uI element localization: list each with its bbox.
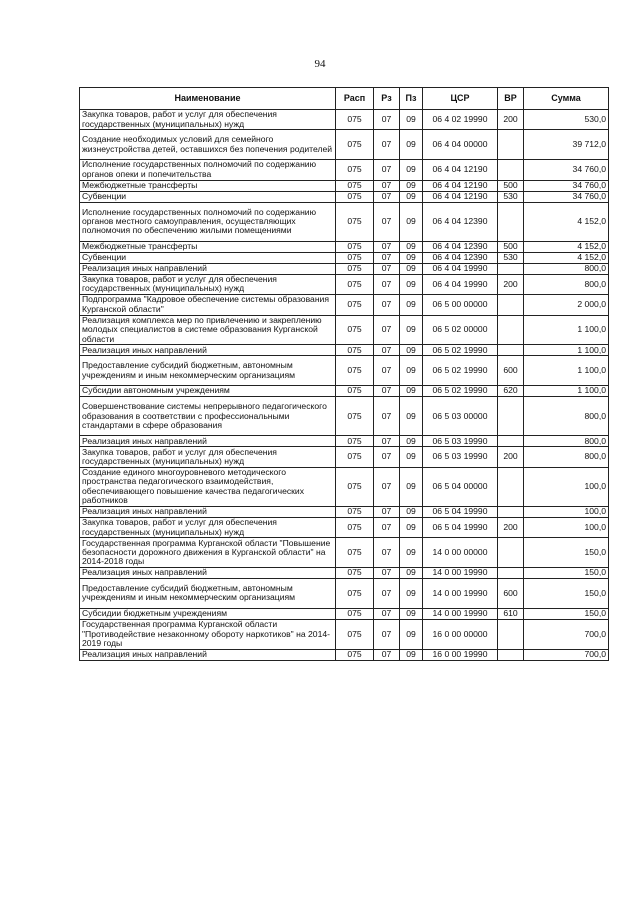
table-row bbox=[80, 506, 609, 517]
cell-rz: 07 bbox=[374, 436, 400, 447]
cell-name: Государственная программа Курганской области "Повышение безопасности дорожного движения в Курганской области" на 2014-2018 годы bbox=[80, 538, 336, 568]
cell-csr: 16 0 00 00000 bbox=[423, 619, 498, 649]
cell-csr: 06 5 02 19990 bbox=[423, 345, 498, 356]
table-row bbox=[80, 202, 609, 241]
cell-pz: 09 bbox=[400, 649, 423, 660]
table-row bbox=[80, 579, 609, 609]
table-row bbox=[80, 130, 609, 160]
cell-sum: 4 152,0 bbox=[524, 252, 609, 263]
cell-rz: 07 bbox=[374, 202, 400, 241]
table-row bbox=[80, 619, 609, 649]
cell-name: Предоставление субсидий бюджетным, автономным учреждениям и иным некоммерческим организациям bbox=[80, 579, 336, 609]
cell-sum: 800,0 bbox=[524, 397, 609, 436]
cell-vr bbox=[498, 649, 524, 660]
cell-vr: 200 bbox=[498, 274, 524, 294]
cell-vr bbox=[498, 467, 524, 506]
cell-pz: 09 bbox=[400, 274, 423, 294]
cell-rz: 07 bbox=[374, 252, 400, 263]
table-row bbox=[80, 295, 609, 315]
cell-vr: 500 bbox=[498, 180, 524, 191]
column-header-sum: Сумма bbox=[524, 88, 609, 110]
cell-name: Субсидии бюджетным учреждениям bbox=[80, 608, 336, 619]
cell-vr: 620 bbox=[498, 386, 524, 397]
cell-rasp: 075 bbox=[336, 274, 374, 294]
cell-rasp: 075 bbox=[336, 295, 374, 315]
cell-pz: 09 bbox=[400, 345, 423, 356]
table-row bbox=[80, 568, 609, 579]
cell-name: Создание необходимых условий для семейного жизнеустройства детей, оставшихся без попечения родителей bbox=[80, 130, 336, 160]
table-row bbox=[80, 356, 609, 386]
column-header-name: Наименование bbox=[80, 88, 336, 110]
cell-vr bbox=[498, 568, 524, 579]
cell-rasp: 075 bbox=[336, 649, 374, 660]
cell-vr bbox=[498, 202, 524, 241]
cell-rasp: 075 bbox=[336, 191, 374, 202]
table-row bbox=[80, 263, 609, 274]
cell-pz: 09 bbox=[400, 436, 423, 447]
cell-vr bbox=[498, 397, 524, 436]
table-row bbox=[80, 110, 609, 130]
cell-sum: 530,0 bbox=[524, 110, 609, 130]
cell-name: Закупка товаров, работ и услуг для обеспечения государственных (муниципальных) нужд bbox=[80, 274, 336, 294]
cell-sum: 100,0 bbox=[524, 506, 609, 517]
cell-csr: 06 4 04 00000 bbox=[423, 130, 498, 160]
cell-name: Субвенции bbox=[80, 252, 336, 263]
cell-vr bbox=[498, 345, 524, 356]
cell-name: Закупка товаров, работ и услуг для обеспечения государственных (муниципальных) нужд bbox=[80, 517, 336, 537]
cell-rz: 07 bbox=[374, 160, 400, 180]
cell-pz: 09 bbox=[400, 447, 423, 467]
cell-rz: 07 bbox=[374, 608, 400, 619]
cell-name: Реализация иных направлений bbox=[80, 345, 336, 356]
cell-rz: 07 bbox=[374, 517, 400, 537]
cell-name: Субвенции bbox=[80, 191, 336, 202]
table-row bbox=[80, 538, 609, 568]
cell-csr: 06 5 02 19990 bbox=[423, 386, 498, 397]
cell-sum: 1 100,0 bbox=[524, 386, 609, 397]
cell-rz: 07 bbox=[374, 274, 400, 294]
cell-vr: 200 bbox=[498, 110, 524, 130]
cell-name: Государственная программа Курганской области "Противодействие незаконному обороту наркотиков" на 2014-2019 годы bbox=[80, 619, 336, 649]
cell-name: Реализация комплекса мер по привлечению и закреплению молодых специалистов в системе образования Курганской области bbox=[80, 315, 336, 345]
cell-rasp: 075 bbox=[336, 263, 374, 274]
cell-vr bbox=[498, 295, 524, 315]
cell-name: Реализация иных направлений bbox=[80, 649, 336, 660]
cell-csr: 06 5 02 00000 bbox=[423, 315, 498, 345]
table-row bbox=[80, 252, 609, 263]
cell-rz: 07 bbox=[374, 130, 400, 160]
cell-csr: 06 4 02 19990 bbox=[423, 110, 498, 130]
cell-pz: 09 bbox=[400, 130, 423, 160]
column-header-csr: ЦСР bbox=[423, 88, 498, 110]
cell-csr: 06 5 04 19990 bbox=[423, 517, 498, 537]
cell-csr: 06 5 03 00000 bbox=[423, 397, 498, 436]
cell-csr: 14 0 00 00000 bbox=[423, 538, 498, 568]
cell-pz: 09 bbox=[400, 295, 423, 315]
cell-sum: 100,0 bbox=[524, 517, 609, 537]
cell-rasp: 075 bbox=[336, 608, 374, 619]
cell-vr bbox=[498, 619, 524, 649]
cell-pz: 09 bbox=[400, 191, 423, 202]
cell-csr: 06 4 04 12190 bbox=[423, 191, 498, 202]
cell-sum: 800,0 bbox=[524, 447, 609, 467]
cell-sum: 39 712,0 bbox=[524, 130, 609, 160]
cell-rasp: 075 bbox=[336, 436, 374, 447]
cell-pz: 09 bbox=[400, 160, 423, 180]
cell-rasp: 075 bbox=[336, 579, 374, 609]
cell-pz: 09 bbox=[400, 252, 423, 263]
cell-pz: 09 bbox=[400, 397, 423, 436]
cell-rz: 07 bbox=[374, 241, 400, 252]
table-body bbox=[80, 110, 609, 661]
cell-pz: 09 bbox=[400, 202, 423, 241]
table-row bbox=[80, 274, 609, 294]
cell-pz: 09 bbox=[400, 538, 423, 568]
cell-pz: 09 bbox=[400, 608, 423, 619]
cell-rasp: 075 bbox=[336, 356, 374, 386]
cell-sum: 34 760,0 bbox=[524, 191, 609, 202]
cell-rz: 07 bbox=[374, 295, 400, 315]
cell-csr: 06 4 04 19990 bbox=[423, 263, 498, 274]
cell-name: Межбюджетные трансферты bbox=[80, 241, 336, 252]
cell-csr: 06 5 03 19990 bbox=[423, 447, 498, 467]
cell-vr bbox=[498, 263, 524, 274]
cell-csr: 14 0 00 19990 bbox=[423, 579, 498, 609]
cell-sum: 700,0 bbox=[524, 649, 609, 660]
cell-rz: 07 bbox=[374, 568, 400, 579]
cell-sum: 700,0 bbox=[524, 619, 609, 649]
cell-rasp: 075 bbox=[336, 397, 374, 436]
cell-name: Исполнение государственных полномочий по содержанию органов местного самоуправления, осуществляющих полномочия по обеспечению жилыми помещениями bbox=[80, 202, 336, 241]
cell-rz: 07 bbox=[374, 180, 400, 191]
cell-sum: 1 100,0 bbox=[524, 356, 609, 386]
cell-vr: 600 bbox=[498, 356, 524, 386]
cell-sum: 34 760,0 bbox=[524, 180, 609, 191]
cell-sum: 1 100,0 bbox=[524, 345, 609, 356]
cell-name: Закупка товаров, работ и услуг для обеспечения государственных (муниципальных) нужд bbox=[80, 447, 336, 467]
cell-name: Совершенствование системы непрерывного педагогического образования в соответствии с профессиональными стандартами в сфере образования bbox=[80, 397, 336, 436]
cell-rz: 07 bbox=[374, 345, 400, 356]
table-row bbox=[80, 191, 609, 202]
cell-rasp: 075 bbox=[336, 252, 374, 263]
cell-pz: 09 bbox=[400, 356, 423, 386]
table-row bbox=[80, 608, 609, 619]
cell-sum: 2 000,0 bbox=[524, 295, 609, 315]
cell-pz: 09 bbox=[400, 315, 423, 345]
table-row bbox=[80, 386, 609, 397]
cell-name: Предоставление субсидий бюджетным, автономным учреждениям и иным некоммерческим организациям bbox=[80, 356, 336, 386]
cell-rasp: 075 bbox=[336, 180, 374, 191]
cell-csr: 06 4 04 12190 bbox=[423, 160, 498, 180]
cell-csr: 06 5 04 00000 bbox=[423, 467, 498, 506]
table-row bbox=[80, 160, 609, 180]
table-row bbox=[80, 241, 609, 252]
cell-name: Закупка товаров, работ и услуг для обеспечения государственных (муниципальных) нужд bbox=[80, 110, 336, 130]
cell-rasp: 075 bbox=[336, 538, 374, 568]
cell-vr: 530 bbox=[498, 252, 524, 263]
cell-vr: 610 bbox=[498, 608, 524, 619]
cell-vr: 600 bbox=[498, 579, 524, 609]
column-header-rz: Рз bbox=[374, 88, 400, 110]
cell-name: Межбюджетные трансферты bbox=[80, 180, 336, 191]
cell-rasp: 075 bbox=[336, 110, 374, 130]
cell-rz: 07 bbox=[374, 397, 400, 436]
table-row bbox=[80, 517, 609, 537]
cell-sum: 150,0 bbox=[524, 579, 609, 609]
cell-csr: 06 4 04 12390 bbox=[423, 202, 498, 241]
cell-name: Реализация иных направлений bbox=[80, 263, 336, 274]
table-header-row bbox=[80, 88, 609, 110]
cell-pz: 09 bbox=[400, 579, 423, 609]
cell-csr: 06 4 04 12390 bbox=[423, 252, 498, 263]
cell-sum: 150,0 bbox=[524, 568, 609, 579]
cell-rz: 07 bbox=[374, 649, 400, 660]
table-row bbox=[80, 180, 609, 191]
cell-rasp: 075 bbox=[336, 467, 374, 506]
cell-rasp: 075 bbox=[336, 345, 374, 356]
cell-name: Исполнение государственных полномочий по содержанию органов опеки и попечительства bbox=[80, 160, 336, 180]
table-row bbox=[80, 436, 609, 447]
cell-pz: 09 bbox=[400, 180, 423, 191]
cell-rz: 07 bbox=[374, 538, 400, 568]
cell-sum: 800,0 bbox=[524, 274, 609, 294]
cell-pz: 09 bbox=[400, 241, 423, 252]
cell-name: Субсидии автономным учреждениям bbox=[80, 386, 336, 397]
cell-sum: 100,0 bbox=[524, 467, 609, 506]
cell-vr bbox=[498, 315, 524, 345]
cell-csr: 14 0 00 19990 bbox=[423, 608, 498, 619]
cell-sum: 34 760,0 bbox=[524, 160, 609, 180]
table-row bbox=[80, 397, 609, 436]
cell-rasp: 075 bbox=[336, 202, 374, 241]
table-row bbox=[80, 467, 609, 506]
cell-rz: 07 bbox=[374, 110, 400, 130]
page-number: 94 bbox=[314, 58, 326, 70]
cell-pz: 09 bbox=[400, 619, 423, 649]
cell-sum: 800,0 bbox=[524, 263, 609, 274]
cell-pz: 09 bbox=[400, 517, 423, 537]
cell-csr: 06 4 04 12190 bbox=[423, 180, 498, 191]
cell-rasp: 075 bbox=[336, 315, 374, 345]
cell-sum: 150,0 bbox=[524, 608, 609, 619]
cell-name: Реализация иных направлений bbox=[80, 436, 336, 447]
cell-csr: 16 0 00 19990 bbox=[423, 649, 498, 660]
cell-vr bbox=[498, 160, 524, 180]
cell-rz: 07 bbox=[374, 356, 400, 386]
cell-rasp: 075 bbox=[336, 447, 374, 467]
cell-name: Подпрограмма "Кадровое обеспечение системы образования Курганской области" bbox=[80, 295, 336, 315]
cell-vr: 200 bbox=[498, 447, 524, 467]
cell-rasp: 075 bbox=[336, 130, 374, 160]
cell-rasp: 075 bbox=[336, 517, 374, 537]
cell-vr bbox=[498, 436, 524, 447]
cell-sum: 1 100,0 bbox=[524, 315, 609, 345]
budget-table bbox=[79, 87, 609, 661]
cell-vr: 500 bbox=[498, 241, 524, 252]
cell-rasp: 075 bbox=[336, 386, 374, 397]
cell-vr bbox=[498, 538, 524, 568]
cell-pz: 09 bbox=[400, 506, 423, 517]
cell-sum: 800,0 bbox=[524, 436, 609, 447]
cell-rz: 07 bbox=[374, 467, 400, 506]
cell-rz: 07 bbox=[374, 579, 400, 609]
cell-csr: 14 0 00 19990 bbox=[423, 568, 498, 579]
cell-rz: 07 bbox=[374, 315, 400, 345]
cell-csr: 06 5 00 00000 bbox=[423, 295, 498, 315]
cell-pz: 09 bbox=[400, 110, 423, 130]
cell-csr: 06 5 02 19990 bbox=[423, 356, 498, 386]
column-header-pz: Пз bbox=[400, 88, 423, 110]
cell-rasp: 075 bbox=[336, 619, 374, 649]
cell-rz: 07 bbox=[374, 191, 400, 202]
cell-rz: 07 bbox=[374, 619, 400, 649]
cell-rz: 07 bbox=[374, 506, 400, 517]
column-header-rasp: Расп bbox=[336, 88, 374, 110]
cell-name: Реализация иных направлений bbox=[80, 506, 336, 517]
cell-csr: 06 5 04 19990 bbox=[423, 506, 498, 517]
cell-rasp: 075 bbox=[336, 241, 374, 252]
cell-name: Реализация иных направлений bbox=[80, 568, 336, 579]
cell-pz: 09 bbox=[400, 568, 423, 579]
cell-vr: 530 bbox=[498, 191, 524, 202]
table-row bbox=[80, 345, 609, 356]
table-row bbox=[80, 447, 609, 467]
table-row bbox=[80, 649, 609, 660]
table-row bbox=[80, 315, 609, 345]
cell-pz: 09 bbox=[400, 263, 423, 274]
column-header-vr: ВР bbox=[498, 88, 524, 110]
cell-rasp: 075 bbox=[336, 160, 374, 180]
cell-csr: 06 5 03 19990 bbox=[423, 436, 498, 447]
cell-name: Создание единого многоуровневого методического пространства педагогического взаимодействия, обеспечивающего повышение качества педагогических работников bbox=[80, 467, 336, 506]
cell-rasp: 075 bbox=[336, 506, 374, 517]
cell-vr bbox=[498, 506, 524, 517]
cell-csr: 06 4 04 12390 bbox=[423, 241, 498, 252]
cell-pz: 09 bbox=[400, 386, 423, 397]
cell-sum: 4 152,0 bbox=[524, 202, 609, 241]
cell-vr: 200 bbox=[498, 517, 524, 537]
cell-sum: 4 152,0 bbox=[524, 241, 609, 252]
cell-sum: 150,0 bbox=[524, 538, 609, 568]
cell-rasp: 075 bbox=[336, 568, 374, 579]
cell-rz: 07 bbox=[374, 447, 400, 467]
cell-rz: 07 bbox=[374, 263, 400, 274]
cell-rz: 07 bbox=[374, 386, 400, 397]
cell-pz: 09 bbox=[400, 467, 423, 506]
cell-vr bbox=[498, 130, 524, 160]
cell-csr: 06 4 04 19990 bbox=[423, 274, 498, 294]
